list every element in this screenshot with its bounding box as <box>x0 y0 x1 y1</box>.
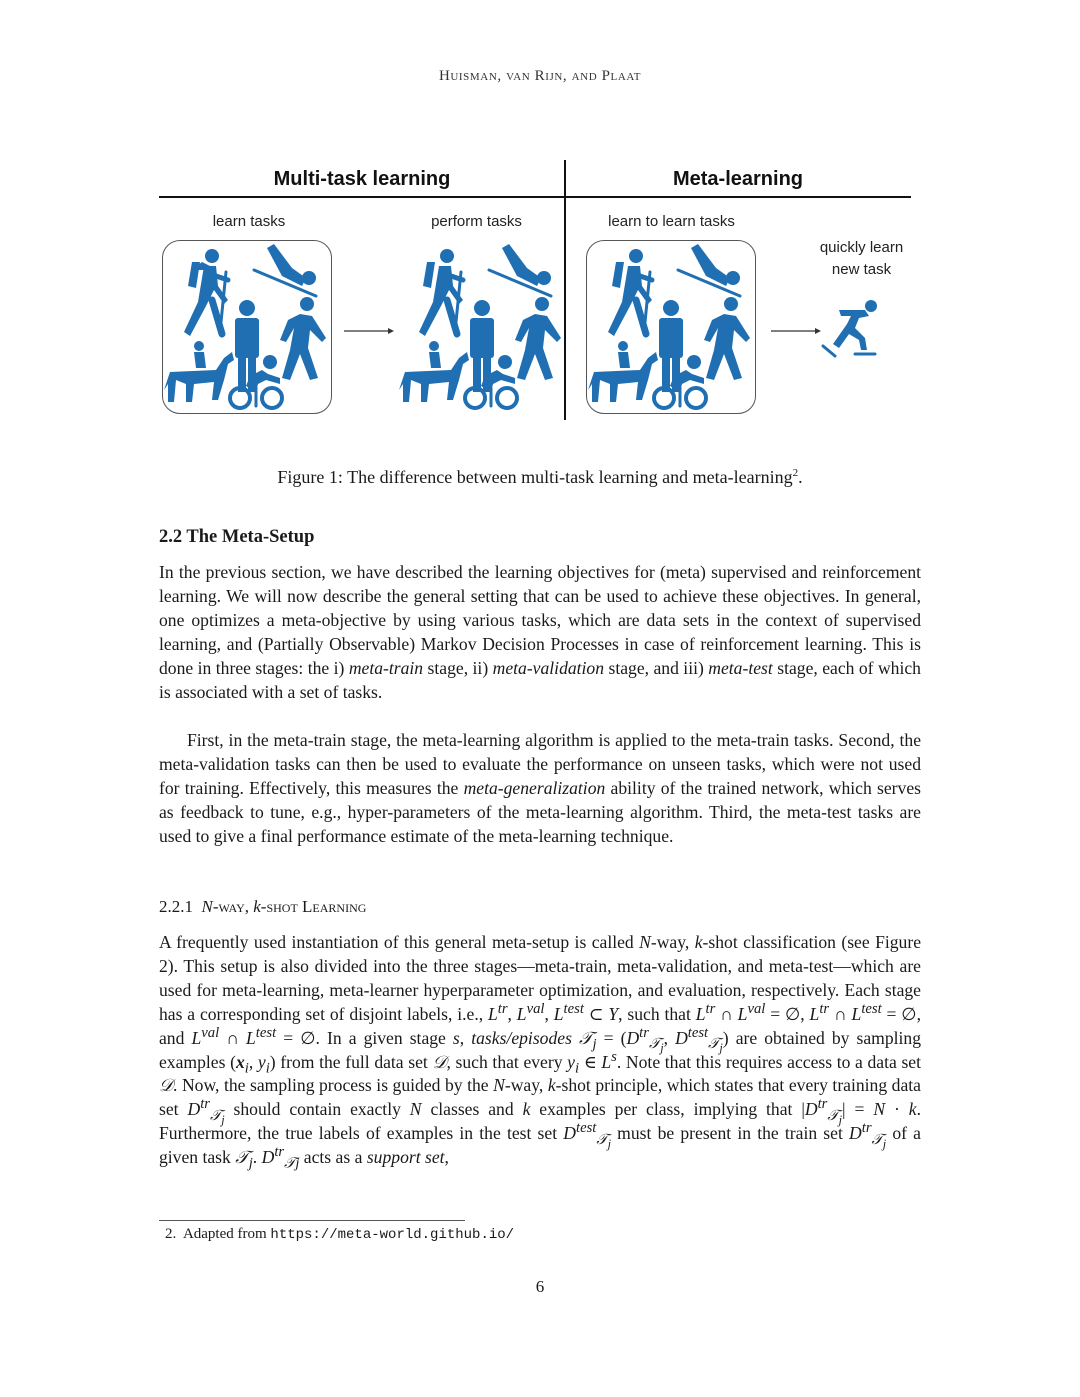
page-number: 6 <box>535 1277 545 1296</box>
horse-rider-icon <box>588 341 658 402</box>
multi-task-title: Multi-task learning <box>273 168 451 190</box>
paragraph-2: First, in the meta-train stage, the meta-learning algorithm is applied to the meta-train tasks. Second, the meta-validation tasks can then be used to evaluate the performance on unseen tasks, which were not used for training. Effectively, this measures the meta-generalization ability of the trained network, which serves as feedback to tune, e.g., hyper-parameters of the meta-learning algorithm. Third, the meta-test tasks are used to give a final performance estimate of the meta-learning technique. <box>159 730 921 846</box>
horse-rider-icon <box>164 341 234 402</box>
learn-to-learn-label: learn to learn tasks <box>608 213 735 230</box>
footnote-url-link[interactable]: https://meta-world.github.io/ <box>270 1227 515 1243</box>
walker-icon <box>704 297 750 380</box>
paragraph-1: In the previous section, we have described the learning objectives for (meta) supervised and reinforcement learning. We will now describe the general setting that can be used to achieve these objectives. In general, one optimizes a meta-objective by using various tasks, which are data sets in the context of supervised learning, and (Partially Observable) Markov Decision Processes in case of reinforcement learning. This is done in three stages: the i) meta-train stage, ii) meta-validation stage, and iii) meta-test stage, each of which is associated with a set of tasks. <box>159 562 921 702</box>
speed-skater-icon <box>821 298 883 360</box>
footnote-rule <box>159 1220 465 1221</box>
figure-caption <box>0 467 1080 488</box>
hiker-icon <box>608 249 652 336</box>
sports-pictograms-icon <box>397 240 567 414</box>
running-head: Huisman, van Rijn, and Plaat <box>438 68 642 84</box>
section-heading: 2.2 The Meta-Setup <box>159 527 315 547</box>
arrow-right-icon <box>344 323 396 333</box>
meta-learning-title: Meta-learning <box>672 168 804 190</box>
footnote-mark: 2. <box>165 1226 177 1242</box>
sports-icon-group-2 <box>397 240 567 414</box>
caption-end: . <box>798 467 803 487</box>
footnote-ref[interactable]: 2 <box>792 467 799 479</box>
horse-rider-icon <box>399 341 469 402</box>
quickly-learn-line1: quickly learn <box>819 239 904 256</box>
figure-1 <box>159 158 911 420</box>
sports-icon-group-3 <box>586 240 756 414</box>
hiker-icon <box>184 249 228 336</box>
perform-tasks-label: perform tasks <box>431 213 522 230</box>
sports-pictograms-icon <box>162 240 332 414</box>
ski-jumper-icon <box>678 244 740 296</box>
paragraph-3: A frequently used instantiation of this general meta-setup is called N-way, k-shot classification (see Figure 2). This setup is also divided into the three stages—meta-train, meta-validation, and meta-test—which are used for meta-learning, meta-learner hyperparameter optimization, and evaluation, respectively. Each stage has a corresponding set of disjoint labels, i.e., $L^{tr}$, $L^{val}$, $L^{test}$ ⊂ Y, such that $L^{tr}$ ∩ $L^{val}$ = ∅, $L^{tr}$ ∩ $L^{test}$ = ∅, and $L^{val}$ ∩ $L^{test}$ = ∅. In a given stage s, tasks/episodes 𝒯$_j$ = ($D^{tr}_{𝒯_j}$, $D^{test}_{𝒯_j}$) are obtained by sampling examples ($x_i$, $y_i$) from the full data set 𝒟, such that every $y_i$ ∈ $L^s$. Note that this requires access to a data set 𝒟. Now, the sampling process is guided by the N-way, k-shot principle, which states that every training data set $D^{tr}_{𝒯_j}$ should contain exactly N classes and k examples per class, implying that $|D^{tr}_{𝒯_j}| = N \cdot k$. Furthermore, the true labels of examples in the test set $D^{test}_{𝒯_j}$ must be present in the train set $D^{tr}_{𝒯_j}$ of a given task 𝒯$_j$. $D^{tr}_{𝒯j}$ acts as a support set, <box>159 932 922 1172</box>
ski-jumper-icon <box>489 244 551 296</box>
sports-pictograms-icon <box>586 240 756 414</box>
subsection-heading: 2.2.1 N-way, k-shot Learning <box>159 897 367 916</box>
figure-horizontal-rule <box>159 196 911 198</box>
quickly-learn-line2: new task <box>831 261 892 278</box>
walker-icon <box>515 297 561 380</box>
hiker-icon <box>419 249 463 336</box>
footnote-2 <box>165 1226 514 1243</box>
footnote-text: Adapted from <box>182 1226 271 1242</box>
learn-tasks-label: learn tasks <box>212 213 286 230</box>
sports-icon-group-1 <box>162 240 332 414</box>
arrow-right-icon <box>771 323 823 333</box>
caption-text: Figure 1: The difference between multi-task learning and meta-learning <box>277 467 793 487</box>
quickly-learn-label <box>799 237 924 281</box>
walker-icon <box>280 297 326 380</box>
ski-jumper-icon <box>254 244 316 296</box>
